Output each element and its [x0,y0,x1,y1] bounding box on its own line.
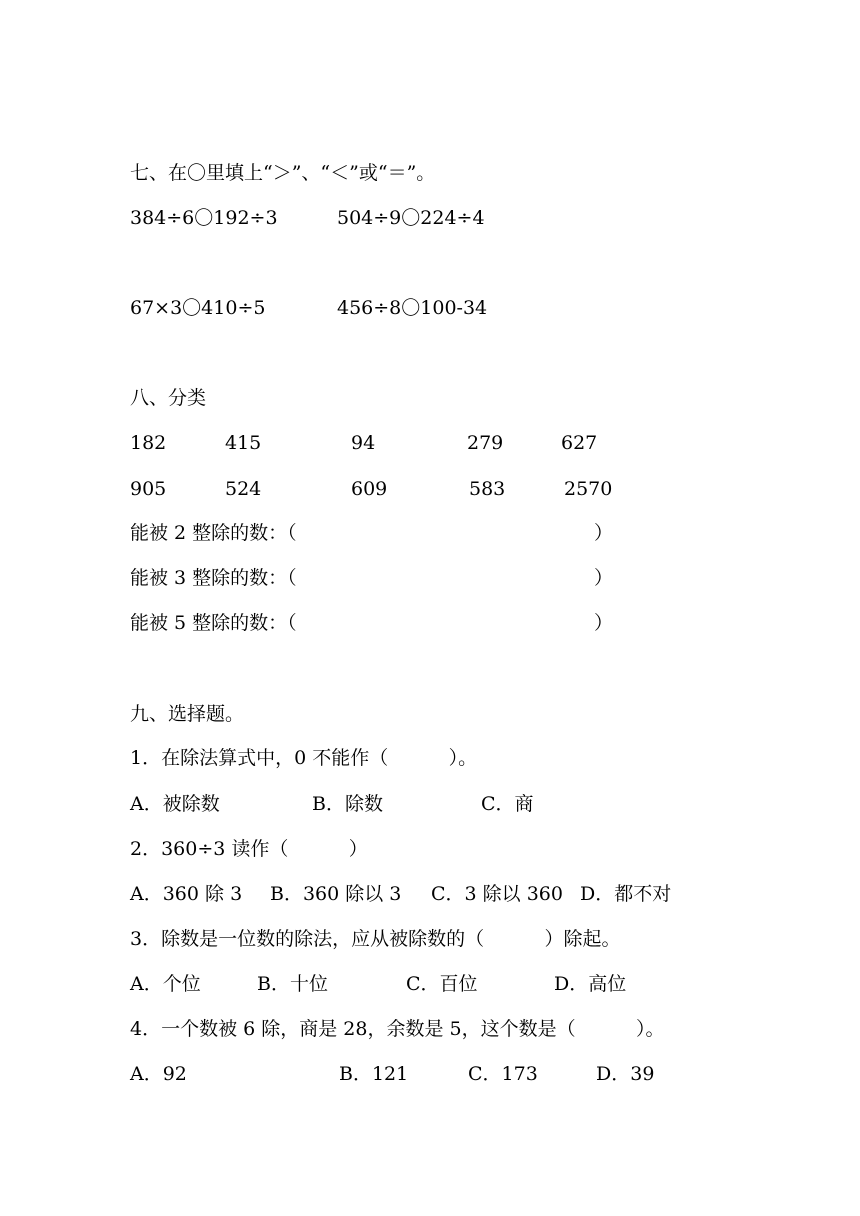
number-item: 524 [225,478,262,500]
question-2-option-b: B．360 除以 3 [270,883,402,905]
question-3-option-a: A．个位 [130,973,201,995]
question-3-option-d: D．高位 [554,973,627,995]
number-item: 94 [351,432,376,454]
question-1-option-a: A．被除数 [130,793,220,815]
number-item: 905 [130,478,167,500]
section-8-heading: 八、分类 [130,387,207,409]
question-4-stem: 4．一个数被 6 除，商是 28，余数是 5，这个数是（ ）。 [130,1018,665,1040]
comparison-1: 384÷6〇192÷3 [130,207,278,229]
comparison-2: 504÷9〇224÷4 [337,207,485,229]
divisible-by-2-label: 能被 2 整除的数：（ [130,522,297,544]
divisible-by-5-close: ） [594,612,614,634]
question-2-option-d: D．都不对 [580,883,672,905]
number-item: 415 [225,432,262,454]
question-1-option-c: C．商 [481,793,534,815]
divisible-by-5-label: 能被 5 整除的数：（ [130,612,297,634]
section-9-heading: 九、选择题。 [130,703,245,725]
question-3-option-b: B．十位 [257,973,328,995]
question-2-option-c: C．3 除以 360 [431,883,563,905]
question-1-stem: 1．在除法算式中，0 不能作（ ）。 [130,747,478,769]
divisible-by-3-close: ） [594,567,614,589]
comparison-4: 456÷8〇100-34 [337,297,488,319]
question-1-option-b: B．除数 [312,793,383,815]
question-3-option-c: C．百位 [406,973,478,995]
comparison-3: 67×3〇410÷5 [130,297,266,319]
question-2-option-a: A．360 除 3 [130,883,243,905]
question-4-option-c: C．173 [468,1063,538,1085]
number-item: 2570 [564,478,613,500]
question-2-stem: 2．360÷3 读作（ ） [130,838,368,860]
section-7-heading: 七、在〇里填上“＞”、“＜”或“＝”。 [130,162,436,184]
number-item: 609 [351,478,388,500]
question-4-option-a: A．92 [130,1063,187,1085]
question-4-option-b: B．121 [339,1063,409,1085]
number-item: 279 [467,432,504,454]
number-item: 583 [469,478,506,500]
divisible-by-2-close: ） [594,522,614,544]
divisible-by-3-label: 能被 3 整除的数：（ [130,567,297,589]
number-item: 182 [130,432,167,454]
question-3-stem: 3．除数是一位数的除法，应从被除数的（ ）除起。 [130,928,621,950]
question-4-option-d: D．39 [596,1063,655,1085]
number-item: 627 [561,432,598,454]
